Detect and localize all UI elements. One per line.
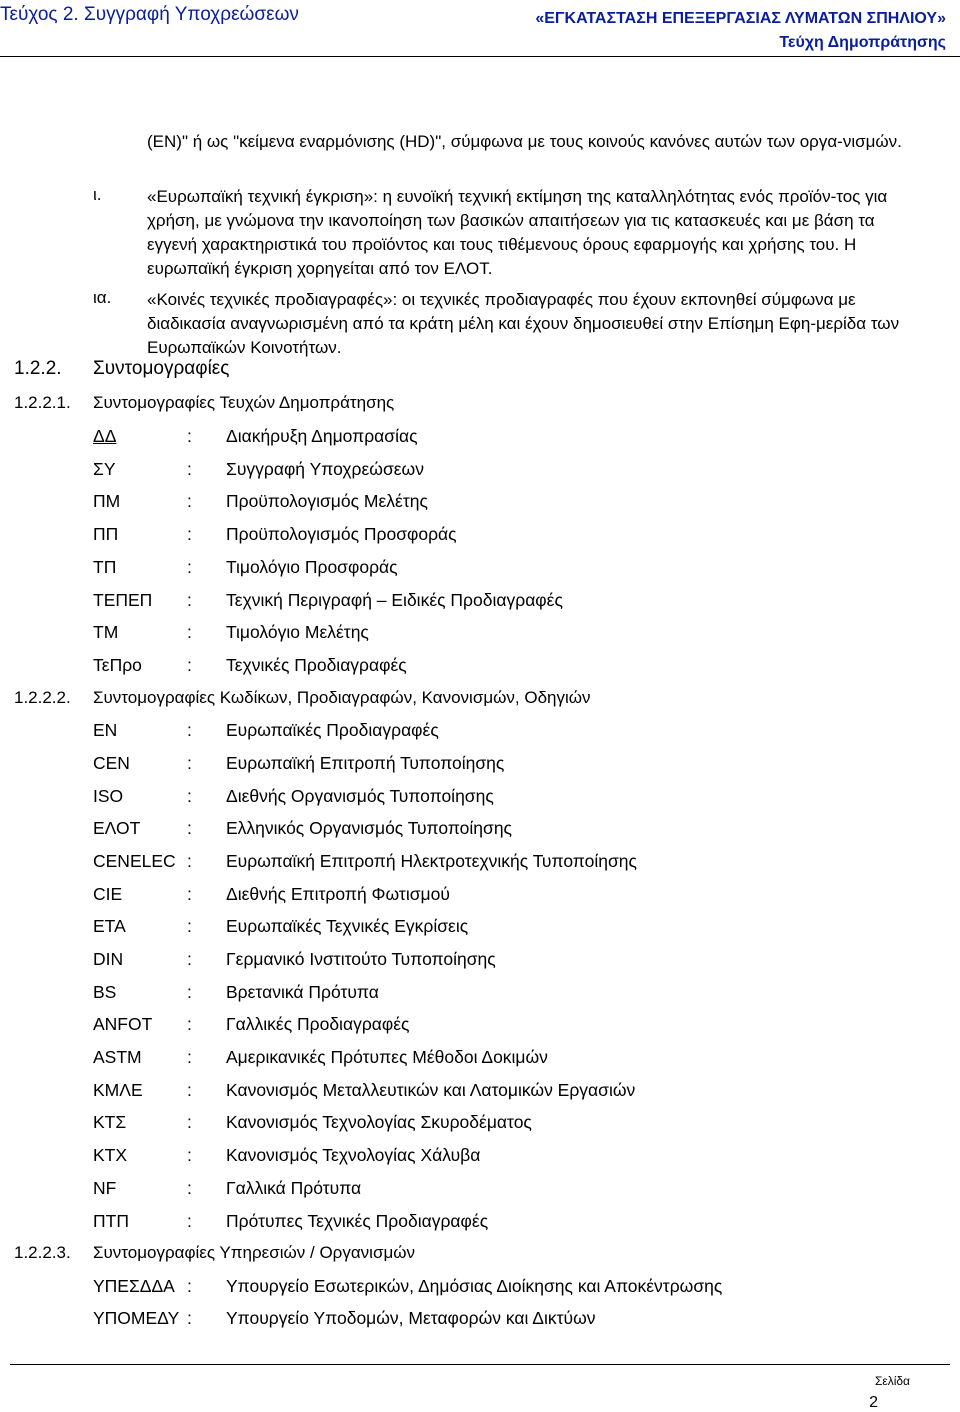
abbreviation-meaning: Ευρωπαϊκές Τεχνικές Εγκρίσεις [226, 916, 469, 936]
abbreviation: CENELEC [93, 851, 176, 871]
abbreviation: ΕΛΟΤ [93, 818, 141, 838]
abbreviation: NF [93, 1178, 117, 1198]
colon: : [187, 426, 192, 446]
abbreviation: ΣΥ [93, 459, 116, 479]
volume-name: Τεύχη Δημοπράτησης [779, 34, 946, 51]
abbreviation: ΥΠΕΣΔΔΑ [93, 1276, 175, 1296]
abbreviation: ΕΤΑ [93, 916, 126, 936]
project-name: «ΕΓΚΑΤΑΣΤΑΣΗ ΕΠΕΞΕΡΓΑΣΙΑΣ ΛΥΜΑΤΩΝ ΣΠΗΛΙΟΥ» [535, 10, 946, 27]
colon: : [187, 884, 192, 904]
abbreviation-meaning: Γαλλικές Προδιαγραφές [226, 1014, 410, 1034]
abbreviation: ΤεΠρο [93, 655, 142, 675]
abbreviation-meaning: Τιμολόγιο Μελέτης [226, 622, 369, 642]
abbreviation: DIN [93, 949, 124, 969]
abbreviation: CEN [93, 753, 130, 773]
colon: : [187, 1308, 192, 1328]
abbreviation-meaning: Προϋπολογισμός Προσφοράς [226, 524, 457, 544]
abbreviation-meaning: Υπουργείο Εσωτερικών, Δημόσιας Διοίκησης και Αποκέντρωσης [226, 1276, 723, 1296]
colon: : [187, 818, 192, 838]
colon: : [187, 622, 192, 642]
abbreviation-meaning: Τιμολόγιο Προσφοράς [226, 557, 398, 577]
abbreviation-meaning: Συγγραφή Υποχρεώσεων [226, 459, 424, 479]
abbreviation-meaning: Υπουργείο Υποδομών, Μεταφορών και Δικτύων [226, 1308, 596, 1328]
abbreviation-meaning: Ευρωπαϊκή Επιτροπή Ηλεκτροτεχνικής Τυποποίησης [226, 851, 637, 871]
colon: : [187, 524, 192, 544]
colon: : [187, 720, 192, 740]
abbreviation-meaning: Τεχνικές Προδιαγραφές [226, 655, 407, 675]
abbreviation-meaning: Κανονισμός Τεχνολογίας Χάλυβα [226, 1145, 481, 1165]
colon: : [187, 459, 192, 479]
abbreviation: ASTM [93, 1047, 142, 1067]
item-number-ia: ια. [93, 288, 112, 307]
page-label: Σελίδα [874, 1374, 910, 1388]
abbreviation-meaning: Γαλλικά Πρότυπα [226, 1178, 362, 1198]
subsection-title: Συντομογραφίες Κωδίκων, Προδιαγραφών, Κανονισμών, Οδηγιών [93, 688, 591, 707]
colon: : [187, 1276, 192, 1296]
abbreviation: ΚΤΣ [93, 1112, 127, 1132]
paragraph-european-technical-approval: «Ευρωπαϊκή τεχνική έγκριση»: η ευνοϊκή τεχνική εκτίμηση της καταλληλότητας ενός προϊόν-τος για χρήση, με γνώμονα την ικανοποίηση των βασικών απαιτήσεων για τις κατασκευές και με βάση τα εγγενή χαρακτηριστικά του προϊόντος και τους τιθέμενους όρους εφαρμογής και χρήσης του. Η ευρωπαϊκή έγκριση χορηγείται από τον ΕΛΟΤ. [147, 187, 888, 278]
colon: : [187, 1145, 192, 1165]
abbreviation-meaning: Ευρωπαϊκές Προδιαγραφές [226, 720, 439, 740]
colon: : [187, 491, 192, 511]
abbreviation-meaning: Τεχνική Περιγραφή – Ειδικές Προδιαγραφές [226, 590, 563, 610]
colon: : [187, 1047, 192, 1067]
abbreviation-meaning: Αμερικανικές Πρότυπες Μέθοδοι Δοκιμών [226, 1047, 548, 1067]
abbreviation-meaning: Κανονισμός Μεταλλευτικών και Λατομικών Εργασιών [226, 1080, 636, 1100]
subsection-number: 1.2.2.1. [14, 393, 71, 412]
colon: : [187, 557, 192, 577]
paragraph-common-technical-specs: «Κοινές τεχνικές προδιαγραφές»: οι τεχνικές προδιαγραφές που έχουν εκπονηθεί σύμφωνα με διαδικασία αναγνωρισμένη από τα κράτη μέλη και έχουν δημοσιευθεί στην Επίσημη Εφη-μερίδα των Ευρωπαϊκών Κοινοτήτων. [147, 290, 900, 357]
abbreviation: ISO [93, 786, 124, 806]
abbreviation: BS [93, 982, 117, 1002]
abbreviation: ΥΠΟΜΕΔΥ [93, 1308, 180, 1328]
abbreviation-meaning: Γερμανικό Ινστιτούτο Τυποποίησης [226, 949, 496, 969]
abbreviation: ΤΠ [93, 557, 117, 577]
abbreviation-meaning: Πρότυπες Τεχνικές Προδιαγραφές [226, 1211, 489, 1231]
abbreviation-meaning: Κανονισμός Τεχνολογίας Σκυροδέματος [226, 1112, 532, 1132]
header-divider [0, 56, 960, 57]
abbreviation-meaning: Βρετανικά Πρότυπα [226, 982, 379, 1002]
abbreviation: ΔΔ [93, 426, 117, 446]
abbreviation: ΚΜΛΕ [93, 1080, 143, 1100]
abbreviation-meaning: Διακήρυξη Δημοπρασίας [226, 426, 418, 446]
abbreviation-meaning: Προϋπολογισμός Μελέτης [226, 491, 428, 511]
colon: : [187, 916, 192, 936]
colon: : [187, 1014, 192, 1034]
colon: : [187, 982, 192, 1002]
abbreviation: ΠΜ [93, 491, 121, 511]
subsection-title: Συντομογραφίες Τευχών Δημοπράτησης [93, 393, 395, 412]
abbreviation: ΤΕΠΕΠ [93, 590, 153, 610]
subsection-number: 1.2.2.3. [14, 1243, 71, 1262]
footer-divider [10, 1364, 950, 1365]
abbreviation-meaning: Ελληνικός Οργανισμός Τυποποίησης [226, 818, 512, 838]
item-number-i: ι. [93, 185, 102, 204]
abbreviation: ΚΤΧ [93, 1145, 128, 1165]
abbreviation: ΤΜ [93, 622, 119, 642]
section-title: Συντομογραφίες [93, 358, 230, 379]
subsection-title: Συντομογραφίες Υπηρεσιών / Οργανισμών [93, 1243, 416, 1262]
colon: : [187, 590, 192, 610]
colon: : [187, 786, 192, 806]
paragraph-continued: (EN)" ή ως "κείμενα εναρμόνισης (HD)", σύμφωνα με τους κοινούς κανόνες αυτών των οργα-νισμών. [147, 132, 902, 151]
subsection-number: 1.2.2.2. [14, 688, 71, 707]
colon: : [187, 1112, 192, 1132]
abbreviation-meaning: Διεθνής Επιτροπή Φωτισμού [226, 884, 450, 904]
page-number: 2 [869, 1394, 878, 1411]
document-title: Τεύχος 2. Συγγραφή Υποχρεώσεων [0, 4, 299, 25]
colon: : [187, 1178, 192, 1198]
colon: : [187, 851, 192, 871]
section-number: 1.2.2. [14, 358, 62, 379]
abbreviation-meaning: Ευρωπαϊκή Επιτροπή Τυποποίησης [226, 753, 505, 773]
abbreviation: CIE [93, 884, 123, 904]
colon: : [187, 949, 192, 969]
colon: : [187, 1080, 192, 1100]
abbreviation: ANFOT [93, 1014, 153, 1034]
project-title [535, 7, 946, 55]
colon: : [187, 1211, 192, 1231]
abbreviation: ΠΤΠ [93, 1211, 129, 1231]
abbreviation: ΠΠ [93, 524, 119, 544]
colon: : [187, 753, 192, 773]
abbreviation: EN [93, 720, 118, 740]
abbreviation-meaning: Διεθνής Οργανισμός Τυποποίησης [226, 786, 494, 806]
colon: : [187, 655, 192, 675]
